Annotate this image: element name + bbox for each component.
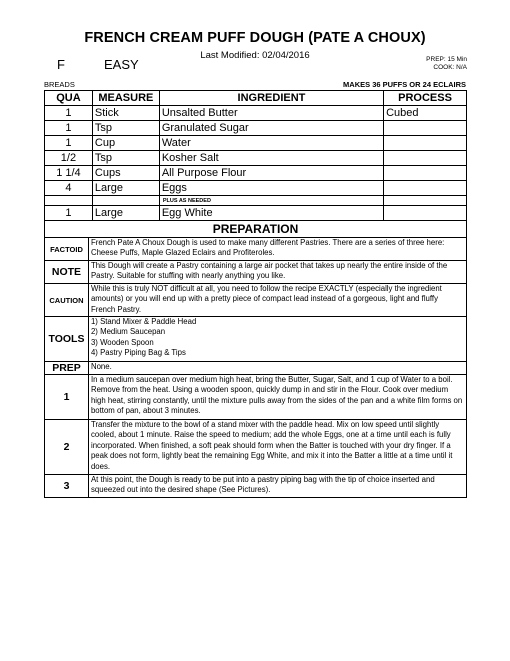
step-number: 3 <box>45 475 89 498</box>
tools-row <box>45 317 467 362</box>
cell-measure: Stick <box>92 106 159 121</box>
tool-item: 1) Stand Mixer & Paddle Head <box>90 317 197 326</box>
preparation-heading: PREPARATION <box>45 221 467 238</box>
tool-item: 3) Wooden Spoon <box>90 337 154 347</box>
caution-text: While this is truly NOT difficult at all, you need to follow the recipe EXACTLY (especially the ingredient amounts) or you will end up with a pretty piece of compact lead instead of a gorgeous, light and fluffy French Pastry. <box>88 284 466 317</box>
prep-label: PREP <box>45 362 89 375</box>
preparation-table <box>44 220 467 498</box>
cell-process <box>384 166 467 181</box>
tool-item: 4) Pastry Piping Bag & Tips <box>90 348 186 358</box>
cell-ingredient: All Purpose Flour <box>159 166 383 181</box>
table-row <box>45 166 467 181</box>
cell-process <box>384 151 467 166</box>
cell-ingredient: Unsalted Butter <box>159 106 383 121</box>
last-modified: Last Modified: 02/04/2016 <box>200 50 310 61</box>
cell-measure: Large <box>92 206 159 221</box>
cell-qty: 1 <box>45 121 93 136</box>
col-process: PROCESS <box>384 91 467 106</box>
factoid-text: French Pate A Choux Dough is used to make many different Pastries. There are a series of three here: Cheese Puffs, Maple Glazed Eclairs and Profiteroles. <box>88 238 466 261</box>
time-info <box>400 56 467 71</box>
step-text: In a medium saucepan over medium high heat, bring the Butter, Sugar, Salt, and 1 cup of Water to a boil. Remove from the heat. Using a wooden spoon, quickly dump in and stir in the Flour. Cook over medium high heat, stirring constantly, until the mixture pulls away from the sides of the pan and a white film forms on bottom of pan, about 3 minutes. <box>88 375 466 420</box>
step-row <box>45 475 467 498</box>
tools-list <box>88 317 466 362</box>
cell-ingredient: Eggs <box>159 181 383 196</box>
table-row <box>45 151 467 166</box>
caution-label: CAUTION <box>45 284 89 317</box>
cell-qty: 1 <box>45 106 93 121</box>
cell-process <box>384 136 467 151</box>
cell-process <box>384 206 467 221</box>
table-row <box>45 121 467 136</box>
tools-label: TOOLS <box>45 317 89 362</box>
cell-process: Cubed <box>384 106 467 121</box>
cell-ingredient: Egg White <box>159 206 383 221</box>
cell-measure: Tsp <box>92 121 159 136</box>
cell-qty: 1 1/4 <box>45 166 93 181</box>
tool-item: 2) Medium Saucepan <box>90 327 166 337</box>
col-measure: MEASURE <box>92 91 159 106</box>
category-code: F <box>57 57 65 72</box>
cell-measure: Tsp <box>92 151 159 166</box>
ingredients-header <box>45 91 467 106</box>
ingredients-table <box>44 90 467 221</box>
caution-row <box>45 284 467 317</box>
cell-ingredient: Kosher Salt <box>159 151 383 166</box>
col-ingredient: INGREDIENT <box>159 91 383 106</box>
cell-ingredient: Water <box>159 136 383 151</box>
cell-qty: 1 <box>45 206 93 221</box>
factoid-row <box>45 238 467 261</box>
step-text: At this point, the Dough is ready to be put into a pastry piping bag with the tip of choice inserted and squeezed out into the desired shape (See Pictures). <box>88 475 466 498</box>
prep-time: PREP: 15 Min <box>426 56 467 63</box>
cell-qty: 4 <box>45 181 93 196</box>
cell-measure: Cup <box>92 136 159 151</box>
note-text: This Dough will create a Pastry containing a large air pocket that takes up nearly the entire inside of the Pastry. Suitable for stuffing with nearly anything you like. <box>88 261 466 284</box>
difficulty: EASY <box>104 57 139 72</box>
step-row <box>45 375 467 420</box>
cell-ingredient: Granulated Sugar <box>159 121 383 136</box>
factoid-label: FACTOID <box>45 238 89 261</box>
step-number: 2 <box>45 420 89 475</box>
cell-measure: Large <box>92 181 159 196</box>
cell-process <box>384 121 467 136</box>
section-label: BREADS <box>44 80 75 89</box>
cook-time: COOK: N/A <box>433 63 467 71</box>
table-row <box>45 136 467 151</box>
prep-text: None. <box>88 362 466 375</box>
table-row <box>45 206 467 221</box>
yield: MAKES 36 PUFFS OR 24 ECLAIRS <box>343 80 466 89</box>
cell-qty: 1/2 <box>45 151 93 166</box>
as-needed-label: PLUS AS NEEDED <box>159 196 383 206</box>
col-qua: QUA <box>45 91 93 106</box>
prep-row <box>45 362 467 375</box>
note-label: NOTE <box>45 261 89 284</box>
table-row <box>45 181 467 196</box>
table-row <box>45 106 467 121</box>
step-row <box>45 420 467 475</box>
step-number: 1 <box>45 375 89 420</box>
step-text: Transfer the mixture to the bowl of a stand mixer with the paddle head. Mix on low speed until slightly cooled, about 1 minute. Raise the speed to medium; add the whole Eggs, one at a time until each is fully incorporated. When finished, a soft peak should form when the Batter is touched with your dry finger. If a peak does not form, lightly beat the remaining Egg White, and mix it into the Batter a little at a time until it does. <box>88 420 466 475</box>
cell-process <box>384 181 467 196</box>
cell-qty: 1 <box>45 136 93 151</box>
cell-measure: Cups <box>92 166 159 181</box>
recipe-title: FRENCH CREAM PUFF DOUGH (PATE A CHOUX) <box>84 30 426 46</box>
as-needed-row <box>45 196 467 206</box>
note-row <box>45 261 467 284</box>
